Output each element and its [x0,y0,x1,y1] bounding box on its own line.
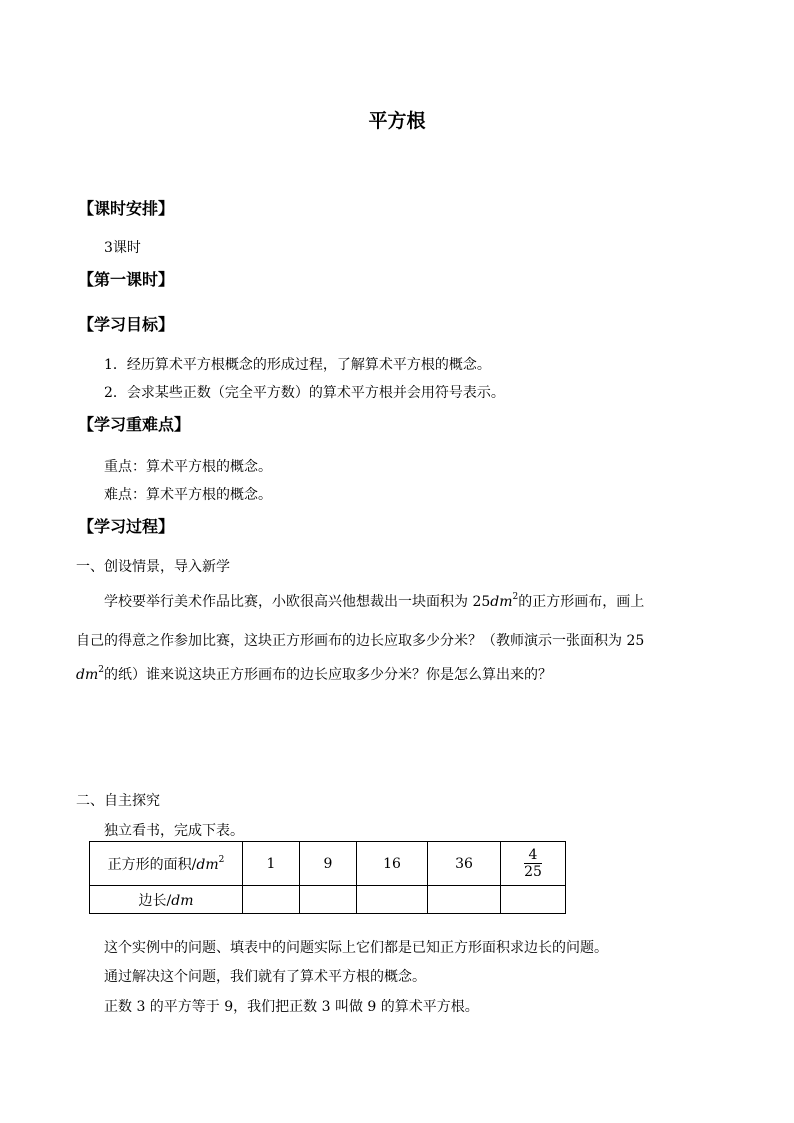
lesson1-heading: 【第一课时】 [78,270,175,289]
table-cell-fraction [501,842,566,886]
schedule-text: 3课时 [104,240,141,256]
fraction [524,847,542,880]
part1-line-3-text: 的纸）谁来说这块正方形画布的边长应取多少分米？你是怎么算出来的？ [103,667,552,683]
part1-line-1 [104,591,644,611]
goal-item-1: 1．经历算术平方根概念的形成过程，了解算术平方根的概念。 [104,357,491,373]
keypoints-heading: 【学习重难点】 [78,415,191,434]
goal-item-2: 2．会求某些正数（完全平方数）的算术平方根并会用符号表示。 [104,385,505,401]
part1-line-1-end: 的正方形画布，画上 [518,594,645,610]
part2-heading: 二、自主探究 [76,793,160,809]
goals-heading: 【学习目标】 [78,315,175,334]
process-heading: 【学习过程】 [78,517,175,536]
part2-para-3: 正数 3 的平方等于 9，我们把正数 3 叫做 9 的算术平方根。 [104,999,479,1015]
part1-heading: 一、创设情景，导入新学 [76,559,230,575]
fraction-denominator: 25 [524,864,542,880]
area-side-table [89,841,566,914]
table-header-side: 边长/dm [90,886,243,914]
unit-dm2: $dm^2$ [76,665,104,683]
fraction-numerator: 4 [524,847,542,864]
table-cell-blank [243,886,300,914]
difficult-point: 难点：算术平方根的概念。 [104,487,272,503]
table-cell-blank [300,886,357,914]
part1-line-2: 自己的得意之作参加比赛，这块正方形画布的边长应取多少分米？（教师演示一张面积为 25 [76,633,645,649]
part2-instruction: 独立看书，完成下表。 [104,823,244,839]
table-row-side [90,886,566,914]
part1-line-3 [76,664,552,684]
part2-para-1: 这个实例中的问题、填表中的问题实际上它们都是已知正方形面积求边长的问题。 [104,940,608,956]
table-cell: 9 [300,842,357,886]
table-cell: 36 [428,842,501,886]
schedule-heading: 【课时安排】 [78,199,175,218]
unit-dm2: $dm^2$ [490,592,519,610]
table-cell-blank [428,886,501,914]
key-point: 重点：算术平方根的概念。 [104,459,272,475]
table-cell-blank [501,886,566,914]
table-row-area [90,842,566,886]
table-header-area: 正方形的面积$/dm^2$ [90,842,243,886]
part2-para-2: 通过解决这个问题，我们就有了算术平方根的概念。 [104,969,426,985]
table-cell: 16 [357,842,428,886]
page-title: 平方根 [368,110,426,132]
part1-line-1-start: 学校要举行美术作品比赛，小欧很高兴他想裁出一块面积为 25 [104,594,491,610]
table-cell: 1 [243,842,300,886]
table-cell-blank [357,886,428,914]
